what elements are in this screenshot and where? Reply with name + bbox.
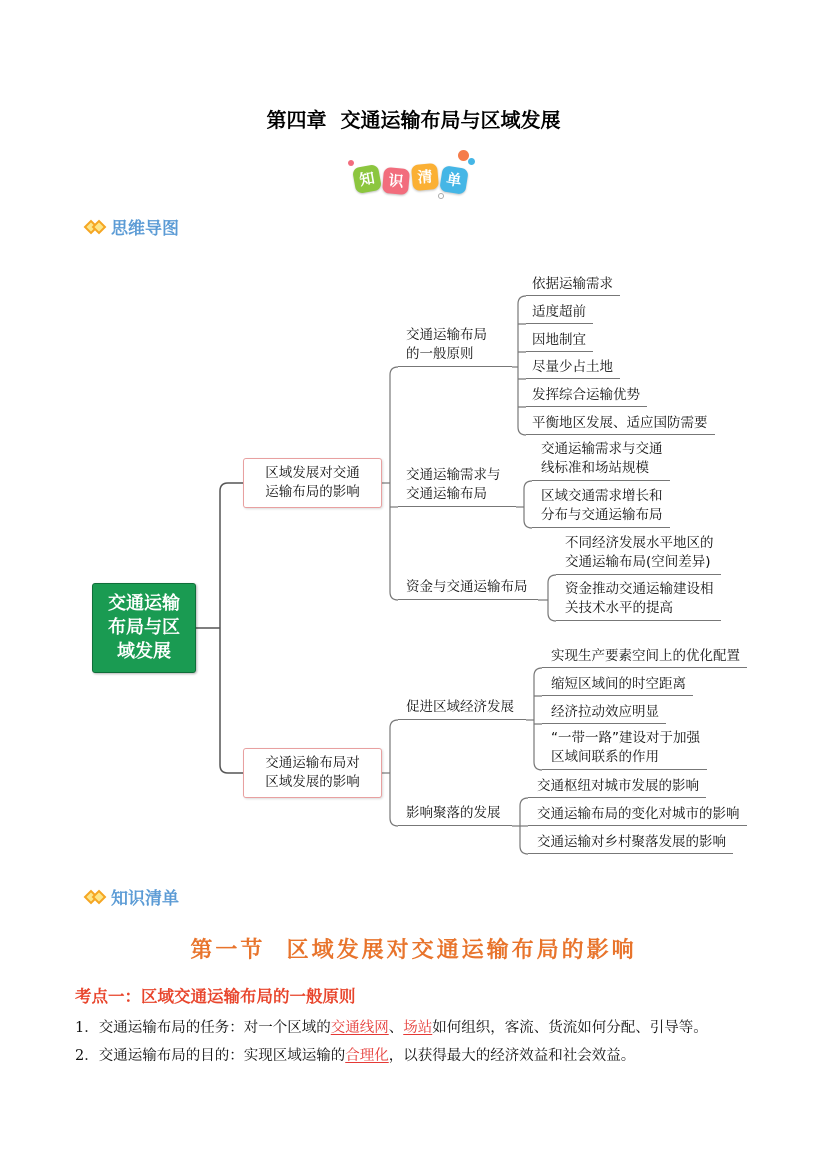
badge-tile: 单 <box>439 165 469 195</box>
list-item <box>75 1046 635 1066</box>
topic-node <box>398 578 538 600</box>
leaf-node <box>542 675 693 696</box>
leaf-node <box>526 303 593 324</box>
badge-tile: 识 <box>382 167 410 195</box>
exam-point-title: 考点一：区域交通运输布局的一般原则 <box>75 987 356 1006</box>
leaf-connectors <box>512 296 556 854</box>
leaf-node <box>526 386 647 407</box>
leaf-label-line: 不同经济发展水平地区的 <box>565 535 714 551</box>
leaf-label-line: 资金推动交通运输建设相 <box>565 581 714 597</box>
leaf-node <box>532 487 670 528</box>
leaf-label-line: 交通运输布局(空间差异) <box>565 554 711 570</box>
leaf-label-line: 区域交通需求增长和 <box>541 488 663 504</box>
highlighted-term: 交通线网 <box>330 1020 389 1036</box>
branch-node <box>243 458 382 508</box>
root-connectors <box>196 483 243 773</box>
topic-node <box>398 698 526 720</box>
item-text: ，以获得最大的经济效益和社会效益。 <box>388 1048 636 1064</box>
leaf-node <box>556 534 721 575</box>
leaf-node <box>528 805 747 826</box>
leaf-label-line: 交通运输对乡村聚落发展的影响 <box>537 834 726 850</box>
leaf-label-line: 尽量少占土地 <box>532 359 613 375</box>
leaf-label-line: 发挥综合运输优势 <box>532 387 640 403</box>
knowledge-list-badge <box>346 148 480 200</box>
branch-label-line: 区域发展对交通 <box>265 465 360 481</box>
badge-tile: 知 <box>352 164 382 194</box>
leaf-node <box>526 414 715 435</box>
double-diamond-icon <box>83 219 107 239</box>
section-header-label: 知识清单 <box>111 889 179 909</box>
branch-label-line: 运输布局的影响 <box>265 484 360 500</box>
list-item <box>75 1018 708 1038</box>
leaf-label-line: 适度超前 <box>532 304 586 320</box>
leaf-label-line: 经济拉动效应明显 <box>551 704 659 720</box>
mindmap-section-header <box>83 218 179 240</box>
leaf-node <box>542 729 707 770</box>
badge-decoration-ring <box>438 193 444 199</box>
leaf-node <box>528 833 733 854</box>
branch-label-line: 交通运输布局对 <box>265 755 360 771</box>
leaf-node <box>556 580 721 621</box>
topic-label-line: 交通运输布局 <box>406 327 487 343</box>
topic-label-line: 交通运输布局 <box>406 486 487 502</box>
topic-label-line: 影响聚落的发展 <box>406 805 501 821</box>
item-text: 如何组织，客流、货流如何分配、引导等。 <box>432 1020 708 1036</box>
root-label-line: 交通运输 <box>108 593 180 614</box>
leaf-node <box>542 703 666 724</box>
leaf-node <box>528 777 706 798</box>
item-text: 2．交通运输布局的目的：实现区域运输的 <box>75 1048 346 1064</box>
leaf-label-line: 交通运输需求与交通 <box>541 441 663 457</box>
leaf-label-line: 平衡地区发展、适应国防需要 <box>532 415 708 431</box>
leaf-label-line: 区域间联系的作用 <box>551 749 659 765</box>
leaf-label-line: 交通枢纽对城市发展的影响 <box>537 778 699 794</box>
topic-label-line: 的一般原则 <box>406 346 474 362</box>
leaf-label-line: “一带一路”建设对于加强 <box>551 730 700 746</box>
leaf-label-line: 因地制宜 <box>532 332 586 348</box>
badge-tile: 清 <box>411 163 439 191</box>
badge-decoration-dot <box>348 160 354 166</box>
topic-node <box>398 466 516 507</box>
item-text: 、 <box>388 1020 404 1036</box>
leaf-node <box>526 358 620 379</box>
section-header-label: 思维导图 <box>111 219 179 239</box>
topic-node <box>398 804 512 826</box>
branch-node <box>243 748 382 798</box>
highlighted-term: 场站 <box>403 1020 433 1036</box>
root-label-line: 域发展 <box>117 641 171 662</box>
leaf-label-line: 分布与交通运输布局 <box>541 507 663 523</box>
leaf-node <box>526 275 620 296</box>
branch-connectors <box>382 367 398 826</box>
highlighted-term: 合理化 <box>345 1048 389 1064</box>
leaf-label-line: 实现生产要素空间上的优化配置 <box>551 648 740 664</box>
leaf-node <box>532 440 670 481</box>
leaf-label-line: 缩短区域间的时空距离 <box>551 676 686 692</box>
topic-label-line: 资金与交通运输布局 <box>406 579 528 595</box>
topic-label-line: 促进区域经济发展 <box>406 699 514 715</box>
leaf-label-line: 依据运输需求 <box>532 276 613 292</box>
leaf-node <box>526 331 593 352</box>
branch-label-line: 区域发展的影响 <box>265 774 360 790</box>
topic-label-line: 交通运输需求与 <box>406 467 501 483</box>
badge-decoration-dot <box>468 158 475 165</box>
topic-node <box>398 326 512 367</box>
item-text: 1．交通运输布局的任务：对一个区域的 <box>75 1020 331 1036</box>
leaf-node <box>542 647 747 668</box>
mindmap-root-node <box>92 583 196 673</box>
page-title: 第四章 交通运输布局与区域发展 <box>266 108 561 132</box>
leaf-label-line: 关技术水平的提高 <box>565 600 673 616</box>
root-label-line: 布局与区 <box>108 617 180 638</box>
leaf-label-line: 线标准和场站规模 <box>541 460 649 476</box>
leaf-label-line: 交通运输布局的变化对城市的影响 <box>537 806 740 822</box>
section-heading: 第一节 区域发展对交通运输布局的影响 <box>190 937 637 963</box>
double-diamond-icon <box>83 889 107 909</box>
knowledge-list-section-header <box>83 888 179 910</box>
